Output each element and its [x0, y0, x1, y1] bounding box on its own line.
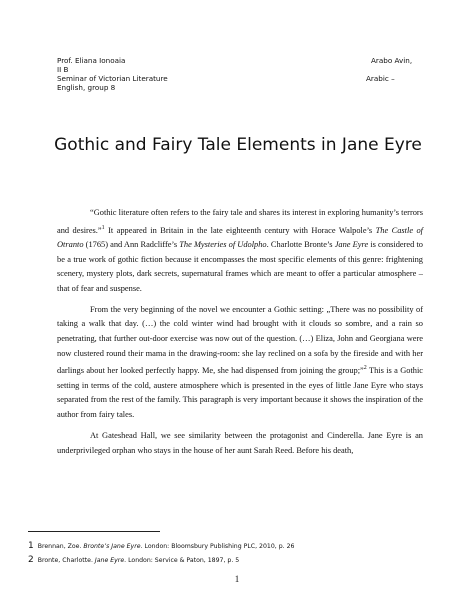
- text-run: . Charlotte Bronte’s: [266, 239, 335, 249]
- text-run: “Gothic literature often refers to the fairy tale and shares its interest in exploring humanity’s terrors and desires.”: [57, 208, 423, 235]
- text-run: . London: Bloomsbury Publishing PLC, 2010, p. 26: [140, 543, 295, 550]
- text-run: Bronte, Charlotte.: [35, 557, 95, 564]
- footnote-number: 1: [28, 541, 34, 551]
- paragraph: [57, 429, 423, 458]
- italic-title: Jane Eyre: [334, 239, 369, 249]
- header-author: Prof. Eliana Ionoaia: [57, 56, 126, 65]
- page-title: Gothic and Fairy Tale Elements in Jane Eyre: [54, 135, 422, 156]
- footnote-ref: 2: [363, 365, 367, 372]
- body-text: [57, 206, 423, 458]
- footnote: [28, 542, 294, 551]
- footnote-text: [36, 543, 295, 550]
- paragraph: [57, 206, 423, 296]
- text-run: . London: Service & Paton, 1897, p. 5: [124, 557, 240, 564]
- text-run: From the very beginning of the novel we encounter a Gothic setting: „There was no possibility of taking a walk that day. (…) the cold winter wind had brought with it clouds so sombre, and a rain so penetrating, that further out-door exercise was now out of the question. (…) Eliza, John and Georgiana were now clustered round their mama in the drawing-room: she lay reclined on a sofa by the fireside and with her darlings about her looked perfectly happy. Me, she had dispensed from joining the group;”: [57, 304, 423, 376]
- text-run: is considered to be a true work of gothic fiction because it encompasses the most specific elements of this genre: frightening scenery, mystery plots, dark secrets, supernatural frames which are meant to offer a particular atmosphere – that of fear and suspense.: [57, 239, 423, 293]
- italic-title: Bronte’s Jane Eyre: [83, 543, 141, 550]
- paragraph: [57, 303, 423, 423]
- footnote-text: [36, 557, 240, 564]
- text-run: Brennan, Zoe.: [35, 543, 84, 550]
- header-department: Arabic –: [366, 74, 395, 83]
- header-specialization: English, group 8: [57, 83, 116, 92]
- header-group: II B: [57, 65, 69, 74]
- header-course: Seminar of Victorian Literature: [57, 74, 168, 83]
- text-run: It appeared in Britain in the late eighteenth century with Horace Walpole’s: [104, 225, 376, 235]
- footnote-separator: [28, 531, 160, 532]
- italic-title: The Mysteries of Udolpho: [179, 239, 267, 249]
- text-run: At Gateshead Hall, we see similarity between the protagonist and Cinderella. Jane Eyre is an underprivileged orphan who stays in the house of her aunt Sarah Reed. Before his death,: [57, 430, 423, 455]
- italic-title: The Castle of Otranto: [57, 225, 424, 249]
- text-run: This is a Gothic setting in terms of the cold, austere atmosphere which is presented in the eyes of little Jane Eyre who stays separated from the rest of the family. This paragraph is very important because it shows the inspiration of the author from fairy tales.: [57, 366, 423, 419]
- footnote-ref: 1: [101, 224, 105, 231]
- header-student: Arabo Avin,: [371, 56, 413, 65]
- footnote: [28, 556, 239, 565]
- text-run: (1765) and Ann Radcliffe’s: [83, 239, 180, 249]
- footnote-number: 2: [28, 555, 34, 565]
- italic-title: Jane Eyre: [94, 557, 125, 564]
- page-number: 1: [234, 574, 240, 584]
